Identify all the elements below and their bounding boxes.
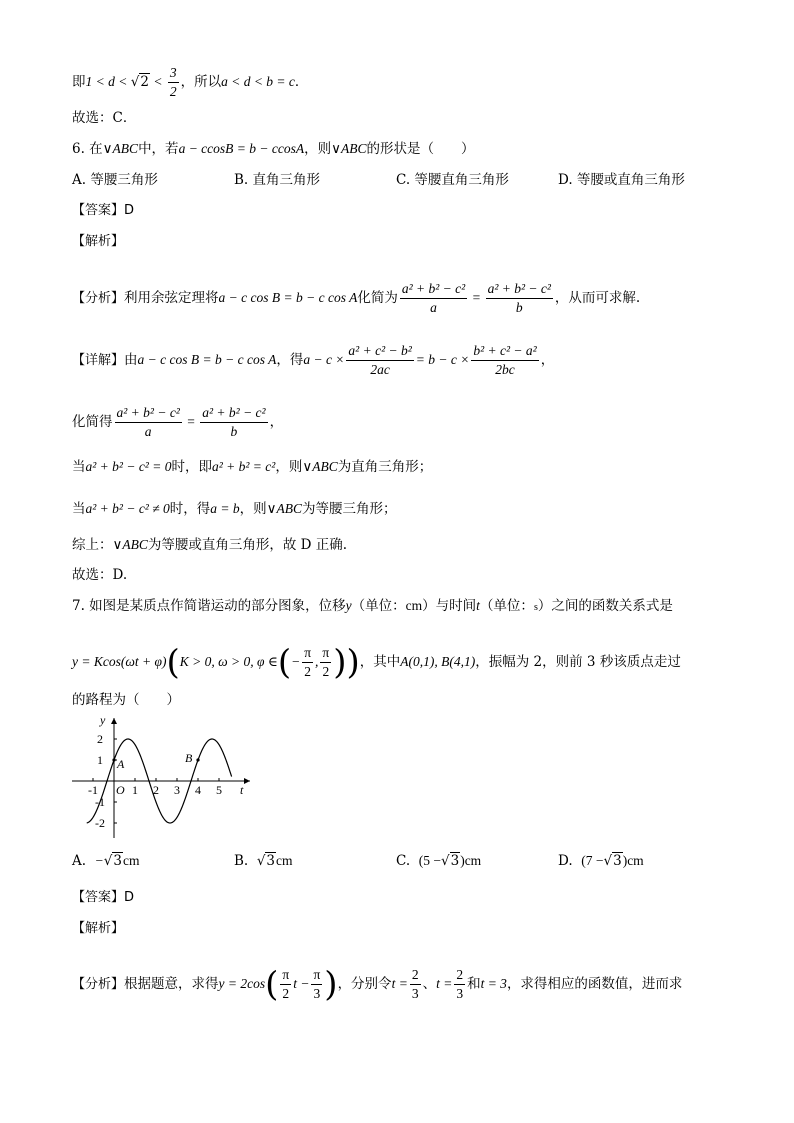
q7-stem-line1: 7. 如图是某质点作简谐运动的部分图象，位移y（单位：cm）与时间t（单位：s）之间的函数关系式是 (72, 598, 673, 614)
y-tick-label: -2 (95, 816, 105, 830)
y-tick-label: -1 (95, 795, 105, 809)
fraction: $\frac{\pi}{2}$ (282, 967, 290, 1001)
q7-fenxi-line: 【分析】根据题意，求得y = 2cos( $\frac{\pi}{2}$ t − $\frac{\pi}{3}$ )，分别令t = $\frac{2}{3}$ 、t = $\frac{2}{3}$ 和t = 3，求得相应的函数值，进而求 (72, 964, 683, 1005)
q6-analysis-tag: 【解析】 (72, 234, 125, 249)
q6-simplify-line: 化简得 $\frac{\text{a² + b² − c²}}{a}$ = $\frac{\text{a² + b² − c²}}{b}$ ， (72, 405, 284, 439)
sqrt: √2 (130, 74, 149, 90)
fraction: $\frac{\pi}{2}$ (304, 645, 312, 679)
fraction: $\frac{\pi}{2}$ (322, 645, 330, 679)
triangle-symbol: ∨ABC (102, 141, 139, 156)
q6-options (72, 170, 722, 190)
q6-choose-line: 故选：D. (72, 567, 128, 583)
harmonic-motion-graph (72, 712, 257, 842)
math: 1 < (85, 74, 109, 89)
math: a < d < b = c (221, 74, 295, 89)
q6-xiangjie-line: 【详解】由a − c cos B = b − c cos A，得a − c × $\frac{\text{a² + c² − b²}}{2ac}$ = b − c × $\frac{\text{b² + c² − a²}}{2bc}$ ， (72, 343, 555, 377)
math: d (108, 74, 115, 89)
q7-answer-tag: 【答案】D (72, 890, 135, 905)
q7-option-d[interactable]: D. (7 −√3)cm (558, 853, 644, 869)
q7-stem-line3: 的路程为（ ） (72, 692, 180, 708)
axis-y-label: y (100, 713, 106, 727)
q6-option-d[interactable]: D. 等腰或直角三角形 (558, 172, 685, 188)
point-b-label: B (185, 751, 193, 765)
fraction: $\frac{\text{b² + c² − a²}}{2bc}$ (473, 343, 537, 377)
fraction: $\frac{\text{a² + b² − c²}}{b}$ (487, 281, 551, 315)
fraction: $\frac{2}{3}$ (456, 967, 464, 1001)
x-tick-label: 3 (174, 783, 180, 797)
origin-label: O (116, 783, 125, 797)
q6-answer-tag: 【答案】D (72, 203, 135, 218)
q6-option-b[interactable]: B. 直角三角形 (234, 172, 321, 188)
x-tick-label: -1 (88, 783, 98, 797)
q6-option-c[interactable]: C. 等腰直角三角形 (396, 172, 509, 188)
q7-options (72, 851, 722, 873)
point-b-marker (196, 758, 199, 761)
x-tick-label: 5 (216, 783, 222, 797)
fraction: $\frac{\text{a² + b² − c²}}{a}$ (116, 405, 180, 439)
fraction: $\frac{2}{3}$ (411, 967, 419, 1001)
point-a-marker (112, 758, 115, 761)
math: < (114, 74, 131, 89)
x-tick-label: 1 (132, 783, 138, 797)
fraction: $\frac{\text{a² + b² − c²}}{a}$ (401, 281, 466, 315)
fraction: $\frac{3}{2}$ (169, 65, 177, 99)
q6-summary-line: 综上：∨ABC为等腰或直角三角形，故 D 正确. (72, 537, 348, 553)
q7-analysis-tag: 【解析】 (72, 921, 125, 936)
q5-conclusion-line: 即1 < d < √2 < $\frac{3}{2}$ ，所以a < d < b = c． (72, 65, 309, 99)
y-tick-label: 2 (97, 732, 103, 746)
q6-case1-line: 当a² + b² − c² = 0时，即a² + b² = c²，则∨ABC为直角三角形； (72, 459, 433, 475)
q7-option-a[interactable]: A. −√3cm (72, 853, 140, 869)
q6-stem: 6. 在∨ABC中，若a − ccosB = b − ccosA，则∨ABC的形状是（ ） (72, 141, 475, 157)
q7-option-c[interactable]: C. (5 −√3)cm (396, 853, 482, 869)
x-tick-label: 2 (153, 783, 159, 797)
axis-t-label: t (240, 783, 244, 797)
q7-option-b[interactable]: B. √3cm (234, 853, 293, 869)
condition-math: a − ccosB = b − ccosA (178, 141, 305, 156)
fraction: $\frac{\text{a² + b² − c²}}{b}$ (202, 405, 266, 439)
fraction: $\frac{\pi}{3}$ (313, 967, 321, 1001)
x-tick-label: 4 (195, 783, 201, 797)
math: < (149, 74, 166, 89)
text: 即 (72, 74, 86, 90)
text: ，所以 (180, 74, 222, 90)
q7-stem-line2: y = Kcos(ωt + φ)(K > 0, ω > 0, φ ∈(− $\frac{\pi}{2}$ , $\frac{\pi}{2}$ ))，其中A(0,1), B(4,1)，振幅为 2，则前 3 秒该质点走过 (72, 642, 681, 683)
fraction: $\frac{\text{a² + c² − b²}}{2ac}$ (348, 343, 412, 377)
q6-fenxi-line: 【分析】利用余弦定理将a − c cos B = b − c cos A化简为 $\frac{\text{a² + b² − c²}}{a}$ = $\frac{\text{a² + b² − c²}}{b}$ ，从而可求解. (72, 281, 641, 315)
q6-option-a[interactable]: A. 等腰三角形 (72, 172, 158, 188)
y-tick-label: 1 (97, 753, 103, 767)
q6-case2-line: 当a² + b² − c² ≠ 0时，得a = b，则∨ABC为等腰三角形； (72, 501, 397, 517)
q5-answer-choice: 故选：C． (72, 110, 137, 126)
point-a-label: A (117, 757, 125, 771)
